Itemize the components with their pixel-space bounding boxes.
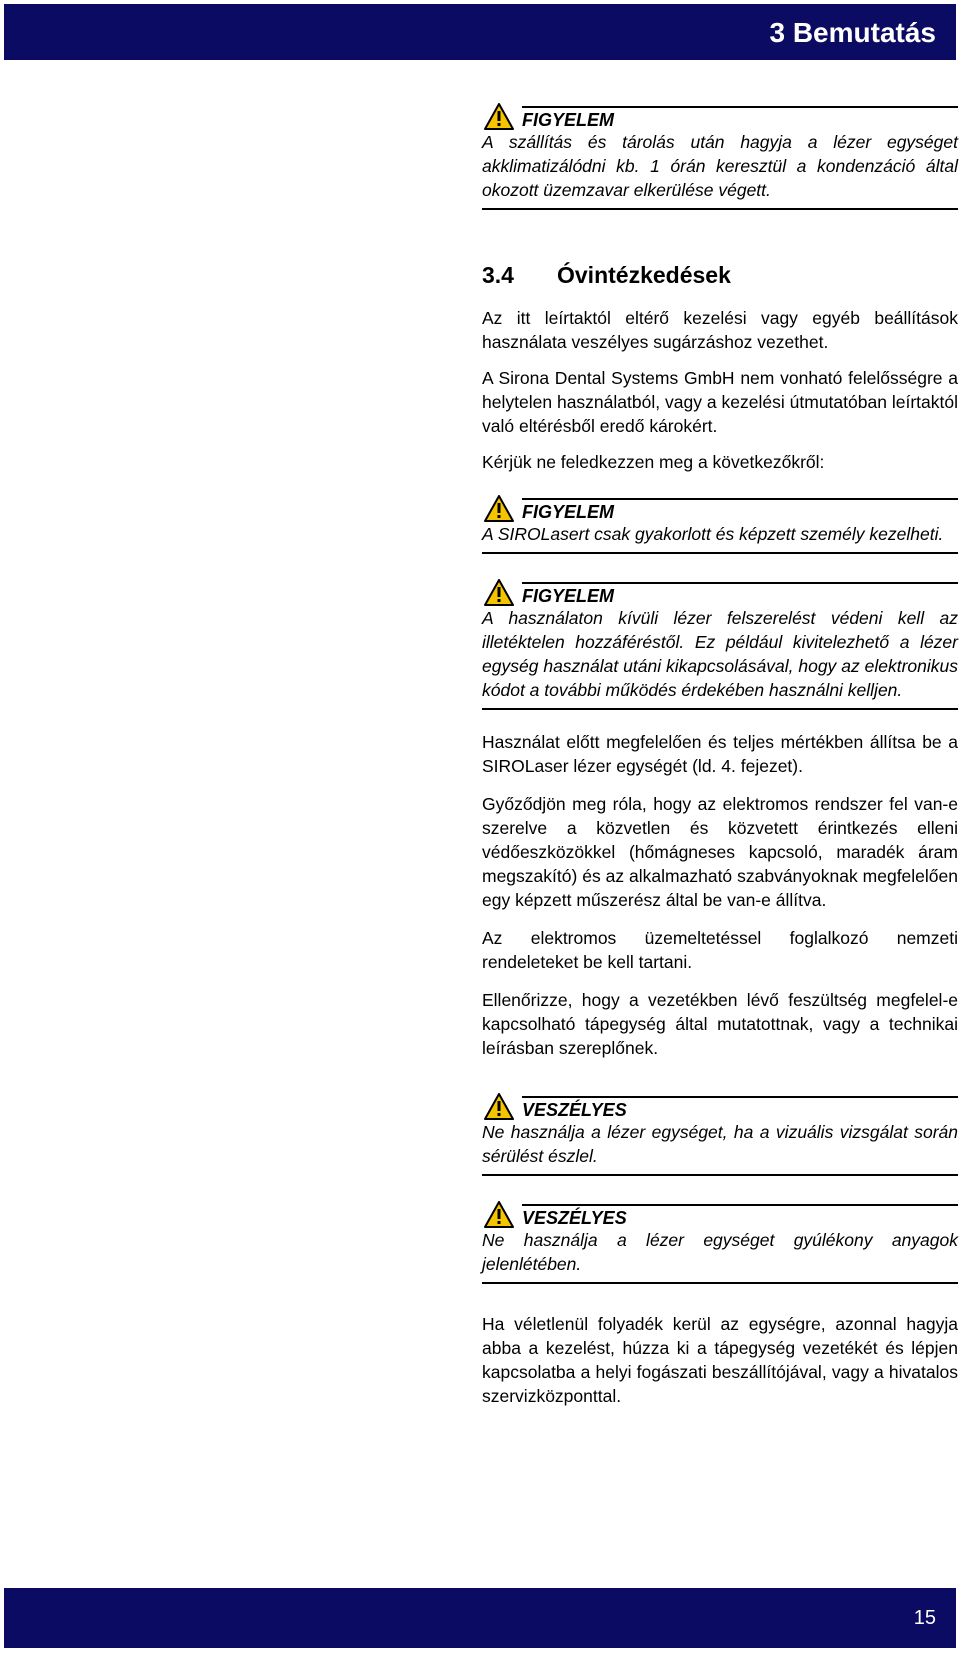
content-column [482, 100, 958, 1420]
notice-label: VESZÉLYES [522, 1208, 627, 1228]
notice-label: FIGYELEM [522, 502, 615, 522]
section-title: Óvintézkedések [557, 262, 731, 288]
footer-bar [4, 1588, 956, 1648]
notice-veszelyes-1 [482, 1090, 958, 1176]
paragraph: Ha véletlenül folyadék kerül az egységre, azonnal hagyja abba a kezelést, húzza ki a tápegység vezetékét és lépjen kapcsolatba a helyi fogászati beszállítójával, vagy a hivatalos szervizközponttal. [482, 1314, 958, 1406]
notice-figyelem-2 [482, 492, 958, 554]
warning-triangle-icon [484, 1093, 514, 1120]
notice-label: FIGYELEM [522, 586, 615, 606]
header-bar [4, 4, 956, 60]
warning-triangle-icon [484, 495, 514, 522]
warning-triangle-icon [484, 579, 514, 606]
warning-triangle-icon [484, 103, 514, 130]
chapter-title: 3 Bemutatás [769, 17, 936, 48]
notice-text: A SIROLasert csak gyakorlott és képzett személy kezelheti. [482, 524, 944, 544]
notice-text: A szállítás és tárolás után hagyja a lézer egységet akklimatizálódni kb. 1 órán keresztül a kondenzáció által okozott üzemzavar elkerülése végett. [482, 132, 958, 200]
paragraph: Használat előtt megfelelően és teljes mértékben állítsa be a SIROLaser lézer egységét (ld. 4. fejezet). [482, 732, 958, 776]
notice-label: FIGYELEM [522, 110, 615, 130]
section-heading [482, 260, 958, 290]
notice-text: Ne használja a lézer egységet, ha a vizuális vizsgálat során sérülést észlel. [482, 1122, 958, 1166]
paragraph: Győződjön meg róla, hogy az elektromos rendszer fel van-e szerelve a közvetlen és közvetett érintkezés elleni védőeszközökkel (hőmágneses kapcsoló, maradék áram megszakító) és az alkalmazható szabványoknak megfelelően egy képzett műszerész által be van-e állítva. [482, 794, 958, 910]
paragraph: Ellenőrizze, hogy a vezetékben lévő feszültség megfelel-e kapcsolható tápegység által mutatottnak, vagy a technikai leírásban szereplőnek. [482, 990, 958, 1058]
warning-triangle-icon [484, 1201, 514, 1228]
notice-veszelyes-2 [482, 1198, 958, 1284]
notice-figyelem-1 [482, 100, 958, 210]
page-number: 15 [913, 1607, 936, 1629]
notice-figyelem-3 [482, 576, 958, 710]
paragraph: Kérjük ne feledkezzen meg a következőkről: [482, 452, 825, 472]
notice-label: VESZÉLYES [522, 1100, 627, 1120]
notice-text: Ne használja a lézer egységet gyúlékony anyagok jelenlétében. [482, 1230, 958, 1274]
paragraph: A Sirona Dental Systems GmbH nem vonható felelősségre a helytelen használatból, vagy a kezelési útmutatóban leírtaktól való eltérésből eredő károkért. [482, 368, 958, 436]
paragraph: Az elektromos üzemeltetéssel foglalkozó nemzeti rendeleteket be kell tartani. [482, 928, 958, 972]
notice-text: A használaton kívüli lézer felszerelést védeni kell az illetéktelen hozzáféréstől. Ez például kivitelezhető a lézer egység használat utáni kikapcsolásával, hogy az elektronikus kódot a további működés érdekében használni kelljen. [482, 608, 958, 700]
paragraph: Az itt leírtaktól eltérő kezelési vagy egyéb beállítások használata veszélyes sugárzáshoz vezethet. [482, 308, 958, 352]
section-number: 3.4 [482, 262, 514, 288]
